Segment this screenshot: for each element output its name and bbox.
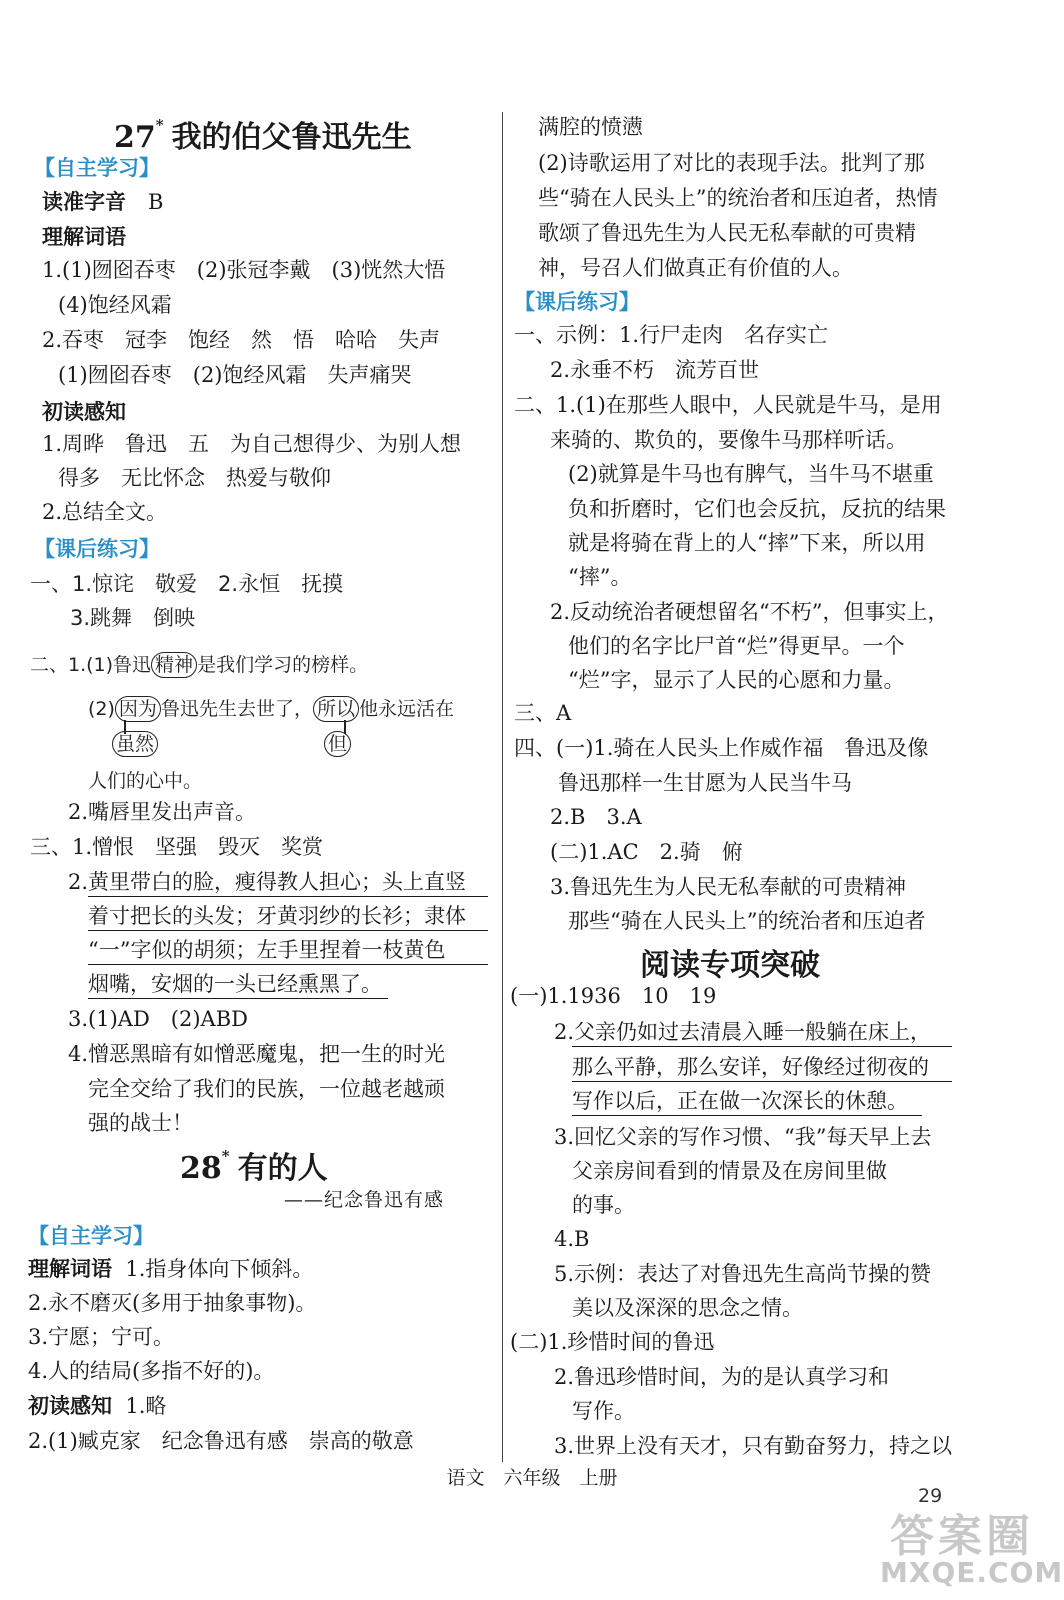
answer-line: 那些“骑在人民头上”的统治者和压迫者 [568, 909, 926, 933]
answer-line: “一”字似的胡须；左手里捏着一枝黄色 [88, 938, 446, 962]
answer-line: 2.嘴唇里发出声音。 [68, 800, 257, 824]
handwritten-line: 一、1.惊诧 敬爱 2.永恒 抚摸 [30, 572, 344, 596]
page-number: 29 [918, 1485, 943, 1507]
answer-line: 2.总结全文。 [42, 500, 168, 524]
answer-line: 美以及深深的思念之情。 [572, 1296, 803, 1320]
answer-line: 2.鲁迅珍惜时间，为的是认真学习和 [554, 1365, 890, 1389]
underline [88, 998, 388, 999]
answer-line: (1)囫囵吞枣 (2)饱经风霜 失声痛哭 [58, 363, 412, 387]
tag-kehou-lianxi: 【课后练习】 [514, 290, 640, 314]
section-subtitle-28: ——纪念鲁迅有感 [284, 1189, 445, 1211]
right-column [510, 0, 1010, 1500]
answer-line: 得多 无比怀念 热爱与敬仰 [58, 466, 331, 490]
underline [572, 1081, 952, 1082]
label-cdgz: 初读感知 [42, 400, 126, 424]
handwritten-line [112, 731, 158, 757]
section-title-27: 27* 我的伯父鲁迅先生 [114, 116, 412, 155]
tag-zizhu-xuexi: 【自主学习】 [28, 1224, 154, 1248]
answer-line: “摔”。 [568, 565, 632, 589]
tag-kehou-lianxi: 【课后练习】 [34, 537, 160, 561]
answer-line: 四、(一)1.骑在人民头上作威作福 鲁迅及像 [514, 736, 929, 760]
answer-line: 那么平静，那么安详，好像经过彻夜的 [572, 1055, 929, 1079]
answer-line: 2.父亲仍如过去清晨入睡一般躺在床上， [554, 1020, 932, 1044]
answer-line: 5.示例：表达了对鲁迅先生高尚节操的赞 [554, 1262, 932, 1286]
section-title-28: 28* 有的人 [180, 1147, 328, 1186]
watermark-text: 答案圈 [890, 1511, 1034, 1562]
section-title-yuedu: 阅读专项突破 [640, 948, 820, 983]
answer-line: (二)1.珍惜时间的鲁迅 [510, 1330, 715, 1354]
answer-line: 三、A [514, 701, 572, 725]
tag-zizhu-xuexi: 【自主学习】 [34, 156, 160, 180]
answer-line: 父亲房间看到的情景及在房间里做 [572, 1159, 887, 1183]
answer-line: 1.周晔 鲁迅 五 为自己想得少、为别人想 [42, 432, 462, 456]
answer-line: 写作以后，正在做一次深长的休憩。 [572, 1089, 908, 1113]
answer-line: 理解词语 1.指身体向下倾斜。 [28, 1257, 314, 1281]
answer-line: 他们的名字比尸首“烂”得更早。一个 [568, 634, 905, 658]
answer-line: 来骑的、欺负的，要像牛马那样听话。 [550, 428, 907, 452]
answer-line: 就是将骑在背上的人“摔”下来，所以用 [568, 531, 926, 555]
column-divider [502, 112, 503, 1462]
answer-line: “烂”字，显示了人民的心愿和力量。 [568, 668, 905, 692]
answer-line: 3.宁愿；宁可。 [28, 1325, 175, 1349]
handwritten-line: (2) 因为 鲁迅先生去世了， 所以 他永远活在 [88, 698, 454, 720]
answer-line: 着寸把长的头发；牙黄羽纱的长衫；隶体 [88, 904, 466, 928]
answer-line: 烟嘴，安烟的一头已经熏黑了。 [88, 972, 382, 996]
answer-line: 一、示例：1.行尸走肉 名存实亡 [514, 323, 829, 347]
answer-line: (4)饱经风霜 [58, 293, 172, 317]
underline [572, 1046, 952, 1047]
handwritten-line: 二、1.(1)鲁迅 精神 是我们学习的榜样。 [30, 654, 369, 676]
circled-word: 虽然 [112, 731, 158, 757]
circled-word: 因为 [115, 696, 161, 722]
label-dzy: 读准字音 B [42, 190, 164, 214]
answer-line: 些“骑在人民头上”的统治者和压迫者，热情 [538, 186, 938, 210]
underline [572, 1115, 922, 1116]
circled-word: 但 [324, 731, 351, 757]
left-column [28, 0, 498, 1500]
label-ljcy: 理解词语 [42, 225, 126, 249]
answer-line: 的事。 [572, 1193, 635, 1217]
circled-word: 所以 [313, 696, 359, 722]
answer-line: 三、1.憎恨 坚强 毁灭 奖赏 [30, 835, 324, 859]
handwritten-line: 人们的心中。 [88, 770, 203, 792]
answer-line: 3.(1)AD (2)ABD [68, 1007, 248, 1031]
underline [88, 964, 488, 965]
answer-line: 2.(1)臧克家 纪念鲁迅有感 崇高的敬意 [28, 1429, 414, 1453]
answer-line: 2.黄里带白的脸，瘦得教人担心；头上直竖 [68, 870, 467, 894]
answer-line: (二)1.AC 2.骑 俯 [550, 840, 743, 864]
answer-line: 2.永垂不朽 流芳百世 [550, 358, 760, 382]
answer-line: 鲁迅那样一生甘愿为人民当牛马 [558, 771, 852, 795]
underline [88, 896, 488, 897]
answer-line: 神，号召人们做真正有价值的人。 [538, 256, 853, 280]
watermark-url: MXQE.COM [880, 1556, 1064, 1589]
watermark [870, 1500, 1064, 1590]
handwritten-line: 3.跳舞 倒映 [70, 606, 196, 630]
answer-line: 初读感知 1.略 [28, 1394, 167, 1418]
answer-line: 负和折磨时，它们也会反抗，反抗的结果 [568, 497, 946, 521]
answer-line: 二、1.(1)在那些人眼中，人民就是牛马，是用 [514, 393, 942, 417]
underline [88, 930, 488, 931]
answer-line: 2.吞枣 冠李 饱经 然 悟 哈哈 失声 [42, 328, 441, 352]
answer-line: 强的战士！ [88, 1111, 193, 1135]
answer-line: 4.B [554, 1227, 590, 1251]
answer-line: 2.反动统治者硬想留名“不朽”，但事实上， [550, 600, 949, 624]
answer-line: 4.人的结局(多指不好的)。 [28, 1359, 275, 1383]
page-footer: 语文 六年级 上册 [446, 1467, 618, 1489]
answer-line: 2.B 3.A [550, 805, 642, 829]
answer-line: 歌颂了鲁迅先生为人民无私奉献的可贵精 [538, 221, 916, 245]
answer-line: 写作。 [572, 1399, 635, 1423]
answer-line: 3.鲁迅先生为人民无私奉献的可贵精神 [550, 875, 907, 899]
circled-word: 精神 [151, 652, 197, 678]
answer-line: 3.回忆父亲的写作习惯、“我”每天早上去 [554, 1125, 932, 1149]
answer-line: 完全交给了我们的民族，一位越老越顽 [88, 1077, 445, 1101]
answer-line: 4.憎恶黑暗有如憎恶魔鬼，把一生的时光 [68, 1042, 446, 1066]
answer-line: 3.世界上没有天才，只有勤奋努力，持之以 [554, 1434, 953, 1458]
answer-line: 1.(1)囫囵吞枣 (2)张冠李戴 (3)恍然大悟 [42, 258, 446, 282]
answer-line: (一)1.1936 10 19 [510, 984, 717, 1008]
handwritten-line [324, 731, 351, 757]
answer-line: (2)诗歌运用了对比的表现手法。批判了那 [538, 151, 925, 175]
answer-line: 2.永不磨灭(多用于抽象事物)。 [28, 1291, 317, 1315]
answer-line: (2)就算是牛马也有脾气，当牛马不堪重 [568, 462, 934, 486]
answer-line: 满腔的愤懑 [538, 115, 643, 139]
